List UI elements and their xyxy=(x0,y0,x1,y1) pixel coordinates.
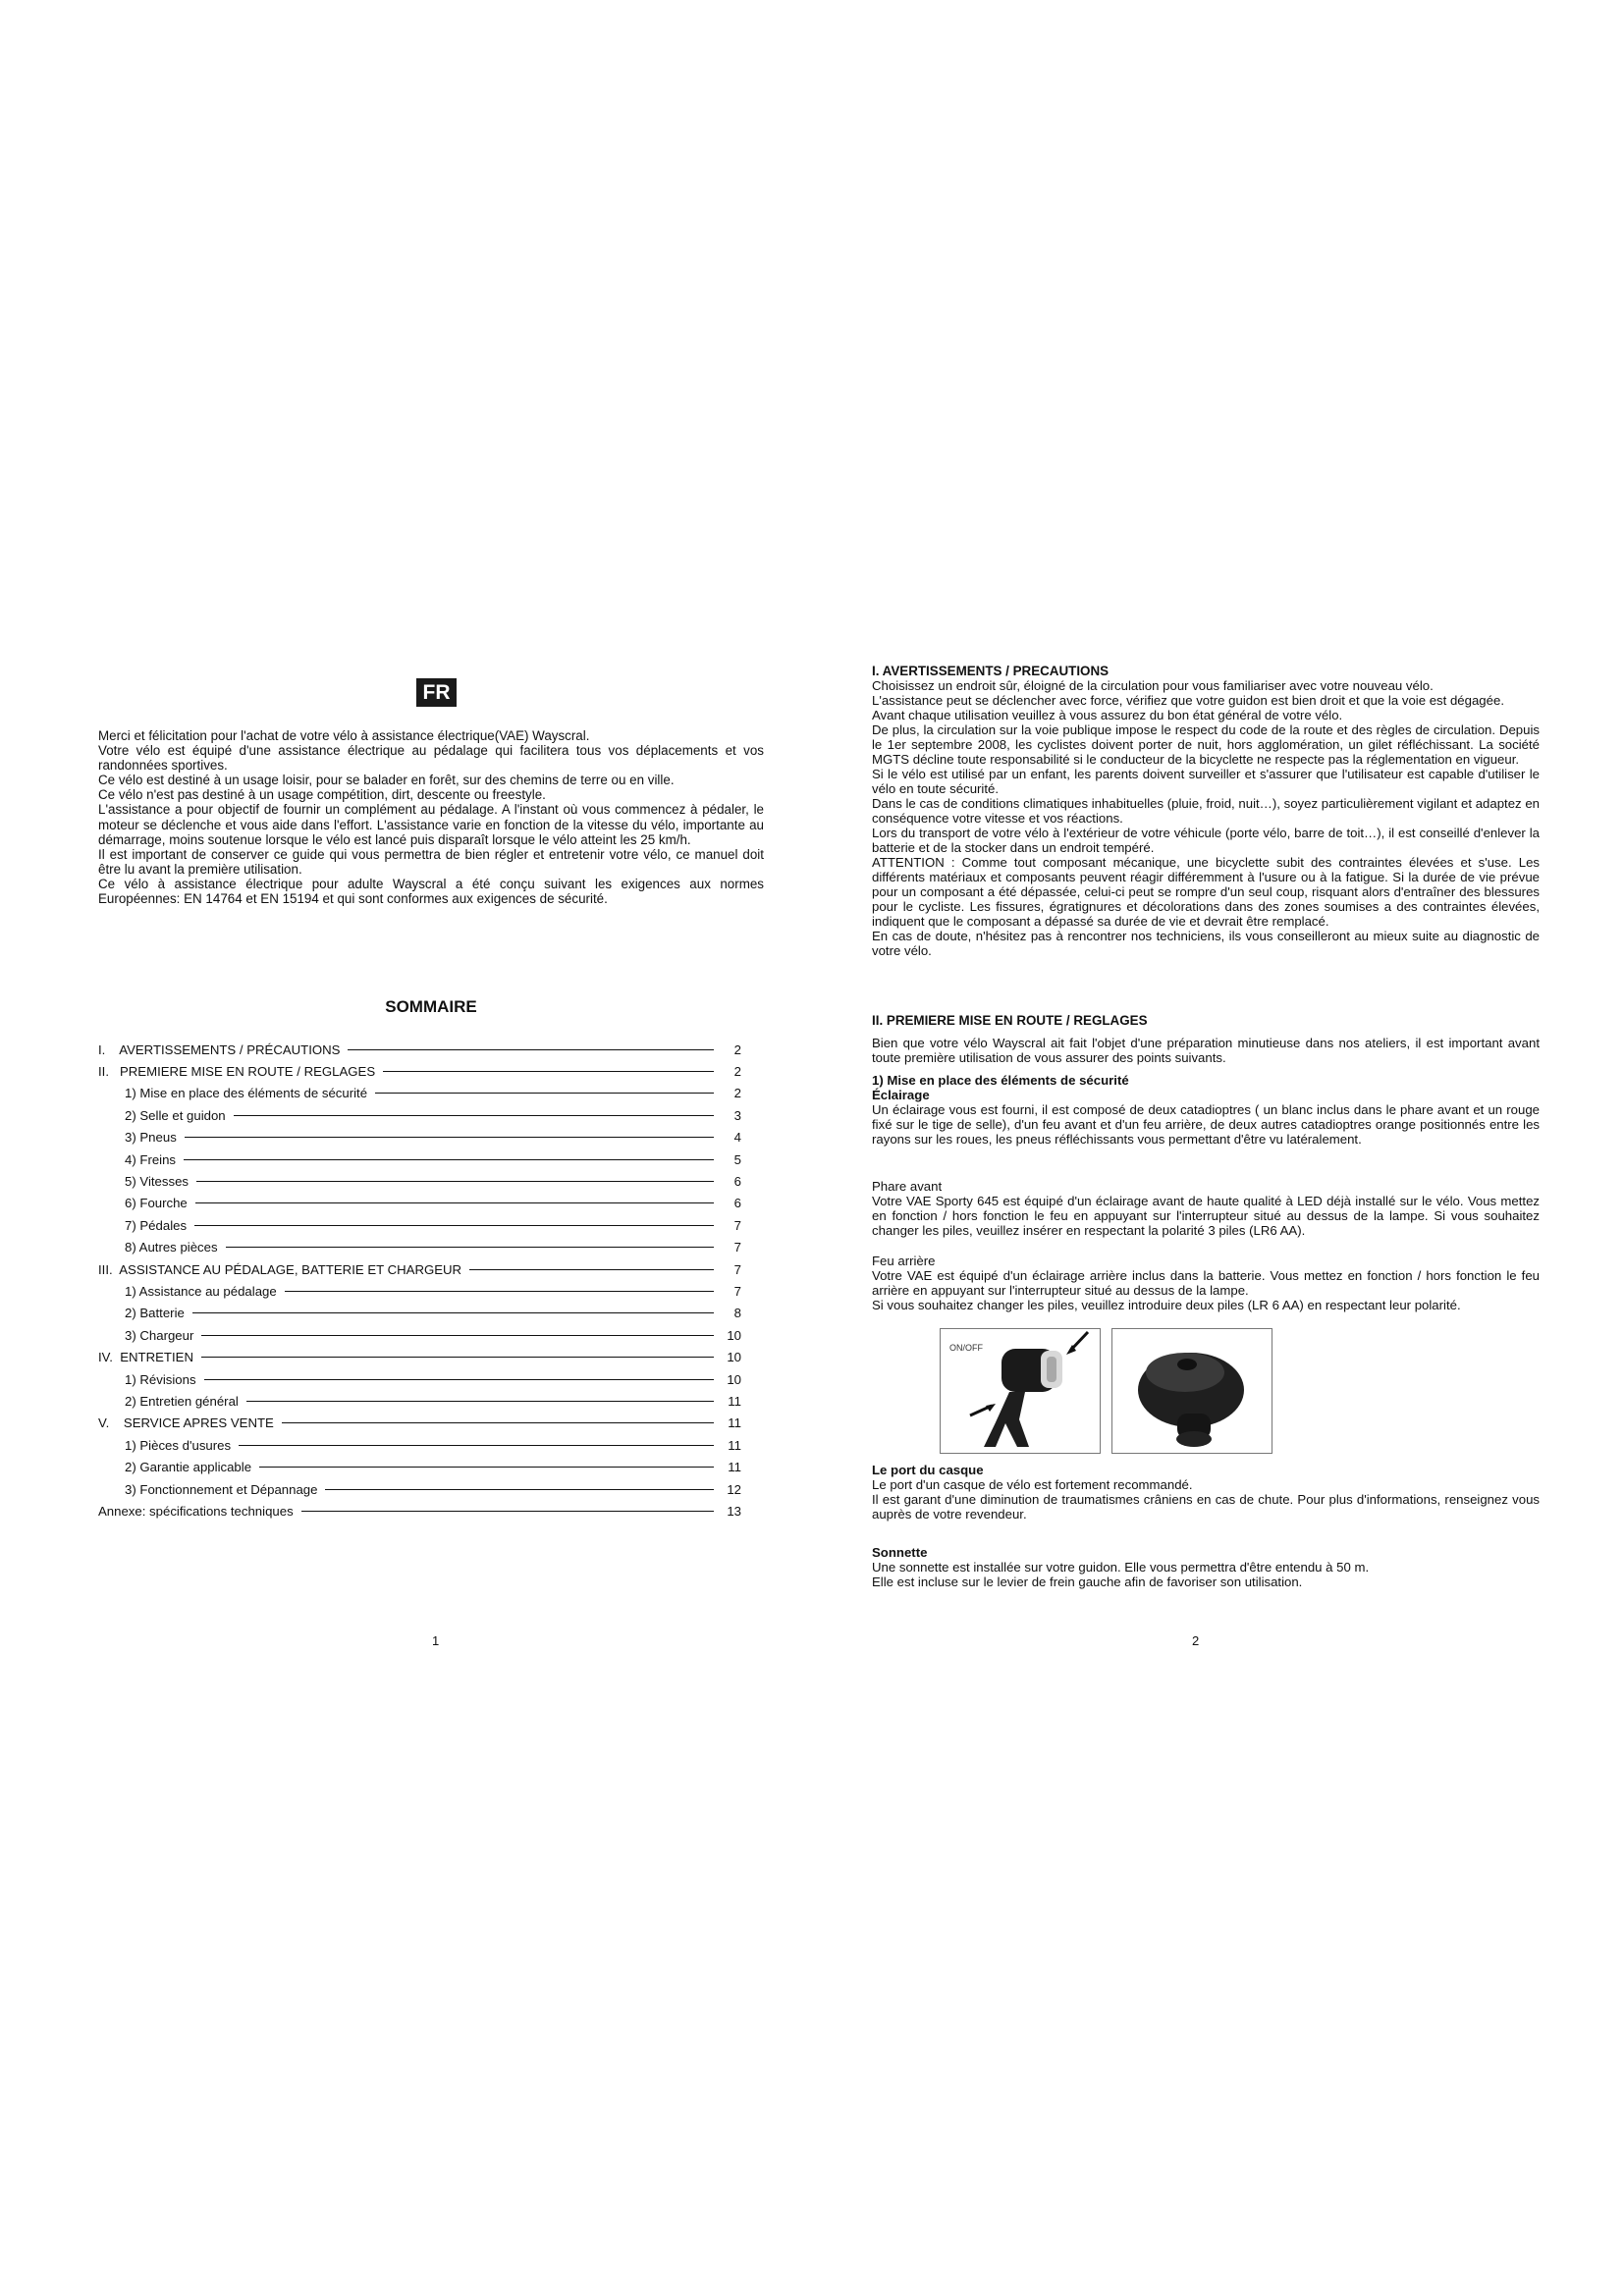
toc-leader-line xyxy=(204,1379,714,1380)
toc-leader-line xyxy=(325,1489,714,1490)
intro-paragraph: Ce vélo n'est pas destiné à un usage compétition, dirt, descente ou freestyle. xyxy=(98,787,546,803)
sonnette-block xyxy=(872,1545,1540,1589)
toc-entry xyxy=(98,1280,741,1302)
intro-paragraph: Merci et félicitation pour l'achat de votre vélo à assistance électrique(VAE) Wayscral. xyxy=(98,728,590,743)
paragraph: Bien que votre vélo Wayscral ait fait l'objet d'une préparation minutieuse dans nos ateliers, il est important avant toute première utilisation de vous assurer des points suivants. xyxy=(872,1036,1540,1065)
casque-title: Le port du casque xyxy=(872,1463,984,1477)
toc-page-number: 10 xyxy=(727,1327,741,1343)
paragraph: Avant chaque utilisation veuillez à vous assurez du bon état général de votre vélo. xyxy=(872,708,1343,722)
toc-label: Annexe: spécifications techniques xyxy=(98,1503,294,1519)
toc-leader-line xyxy=(194,1225,714,1226)
section-title: I. AVERTISSEMENTS / PRECAUTIONS xyxy=(872,664,1110,678)
toc-page-number: 3 xyxy=(733,1107,741,1123)
toc-page-number: 2 xyxy=(733,1064,741,1080)
paragraph: Une sonnette est installée sur votre guidon. Elle vous permettra d'être entendu à 50 m. xyxy=(872,1560,1370,1575)
toc-leader-line xyxy=(184,1159,714,1160)
intro-text xyxy=(98,728,764,906)
toc-label: II. PREMIERE MISE EN ROUTE / REGLAGES xyxy=(98,1064,376,1080)
toc-entry xyxy=(98,1346,741,1367)
toc-entry xyxy=(98,1434,741,1456)
toc-entry xyxy=(98,1303,741,1324)
toc-leader-line xyxy=(282,1422,714,1423)
toc-label: IV. ENTRETIEN xyxy=(98,1350,193,1365)
paragraph: ATTENTION : Comme tout composant mécanique, une bicyclette subit des contraintes élevées et s'use. Les différents matériaux et composants peuvent réagir différemment à l'usure ou à la fatigue. Si la durée de vie prévue pour un composant a été dépassée, celui-ci peut se rompre d'un seul coup, risquant alors d'entraîner des blessures pour le cycliste. Les fissures, égratignures et décolorations dans des zones soumises a des contraintes élevées, indiquent que le composant a dépassé sa durée de vie et devrait être remplacé. xyxy=(872,855,1540,929)
right-page xyxy=(812,0,1624,2296)
intro-paragraph: Ce vélo est destiné à un usage loisir, pour se balader en forêt, sur des chemins de terre ou en ville. xyxy=(98,773,675,788)
toc-entry xyxy=(98,1039,741,1060)
toc-leader-line xyxy=(226,1247,714,1248)
toc-entry xyxy=(98,1060,741,1082)
toc-page-number: 5 xyxy=(733,1151,741,1167)
toc-page-number: 10 xyxy=(727,1371,741,1387)
eclairage-title: Éclairage xyxy=(872,1088,930,1102)
toc-label: 4) Freins xyxy=(125,1151,177,1167)
paragraph: Lors du transport de votre vélo à l'extérieur de votre véhicule (porte vélo, barre de toit…), il est conseillé d'enlever la batterie et de la stocker dans un endroit tempéré. xyxy=(872,826,1540,855)
toc-entry xyxy=(98,1083,741,1104)
toc-label: 2) Garantie applicable xyxy=(125,1460,252,1475)
page-number: 1 xyxy=(432,1633,440,1648)
paragraph: De plus, la circulation sur la voie publique impose le respect du code de la route et des règles de circulation. Depuis le 1er septembre 2008, les cyclistes doivent porter de nuit, hors agglomération, un gilet réfléchissant. La société MGTS décline toute responsabilité si le conducteur de la bicyclette ne respecte pas la réglementation en vigueur. xyxy=(872,722,1540,767)
paragraph: Un éclairage vous est fourni, il est composé de deux catadioptres ( un blanc inclus dans le phare avant et un rouge fixé sur le tige de selle), d'un feu avant et d'un feu arrière, de deux autres catadioptres orange positionnés entre les rayons sur les roues, les pneus réfléchissants vous permettant d'être vu latéralement. xyxy=(872,1102,1540,1147)
paragraph: Choisissez un endroit sûr, éloigné de la circulation pour vous familiariser avec votre nouveau vélo. xyxy=(872,678,1434,693)
toc-page-number: 11 xyxy=(728,1415,741,1431)
intro-paragraph: L'assistance a pour objectif de fournir un complément au pédalage. A l'instant où vous commencez à pédaler, le moteur se déclenche et vous aide dans l'effort. L'assistance varie en fonction de la vitesse du vélo, importante au démarrage, moins soutenue lorsque le vélo est lancé puis disparaît lorsque le vélo atteint les 25 km/h. xyxy=(98,802,764,847)
toc-leader-line xyxy=(185,1137,714,1138)
toc-leader-line xyxy=(375,1093,714,1094)
toc-entry xyxy=(98,1456,741,1477)
table-of-contents xyxy=(98,1039,741,1522)
toc-page-number: 7 xyxy=(733,1240,741,1255)
feu-title: Feu arrière xyxy=(872,1254,936,1268)
toc-leader-line xyxy=(201,1335,714,1336)
toc-entry xyxy=(98,1500,741,1522)
toc-page-number: 11 xyxy=(728,1393,741,1409)
paragraph: Votre VAE est équipé d'un éclairage arrière inclus dans la batterie. Vous mettez en fonction / hors fonction le feu arrière en appuyant sur l'interrupteur situé au dessus de la lampe. xyxy=(872,1268,1540,1298)
toc-entry xyxy=(98,1148,741,1170)
toc-leader-line xyxy=(259,1467,714,1468)
phare-avant-block xyxy=(872,1179,1540,1238)
toc-page-number: 11 xyxy=(728,1437,741,1453)
toc-page-number: 2 xyxy=(733,1041,741,1057)
toc-label: 8) Autres pièces xyxy=(125,1240,218,1255)
feu-arriere-block xyxy=(872,1254,1540,1312)
toc-page-number: 10 xyxy=(727,1350,741,1365)
toc-page-number: 6 xyxy=(733,1196,741,1211)
paragraph: Le port d'un casque de vélo est fortement recommandé. xyxy=(872,1477,1193,1492)
toc-leader-line xyxy=(383,1071,714,1072)
on-off-label: ON/OFF xyxy=(949,1343,983,1353)
toc-leader-line xyxy=(196,1181,714,1182)
section-warnings xyxy=(872,664,1540,958)
toc-leader-line xyxy=(246,1401,714,1402)
toc-label: 1) Pièces d'usures xyxy=(125,1437,232,1453)
toc-page-number: 7 xyxy=(733,1283,741,1299)
paragraph: Dans le cas de conditions climatiques inhabituelles (pluie, froid, nuit…), soyez particulièrement vigilant et adaptez en conséquence votre vitesse et vos réactions. xyxy=(872,796,1540,826)
toc-entry xyxy=(98,1214,741,1236)
toc-entry xyxy=(98,1104,741,1126)
toc-leader-line xyxy=(239,1445,714,1446)
toc-label: 2) Batterie xyxy=(125,1306,185,1321)
phare-title: Phare avant xyxy=(872,1179,943,1194)
paragraph: En cas de doute, n'hésitez pas à rencontrer nos techniciens, ils vous conseilleront au mieux suite au diagnostic de votre vélo. xyxy=(872,929,1540,958)
toc-entry xyxy=(98,1478,741,1500)
toc-label: 2) Selle et guidon xyxy=(125,1107,226,1123)
toc-label: 3) Chargeur xyxy=(125,1327,194,1343)
toc-leader-line xyxy=(234,1115,714,1116)
section-setup xyxy=(872,1013,1540,1147)
toc-page-number: 13 xyxy=(727,1503,741,1519)
intro-paragraph: Ce vélo à assistance électrique pour adulte Wayscral a été conçu suivant les exigences aux normes Européennes: EN 14764 et EN 15194 et qui sont conformes aux exigences de sécurité. xyxy=(98,876,764,907)
intro-paragraph: Votre vélo est équipé d'une assistance électrique au pédalage qui facilitera tous vos déplacements et vos randonnées sportives. xyxy=(98,743,764,774)
toc-label: 3) Pneus xyxy=(125,1130,177,1146)
toc-leader-line xyxy=(192,1312,714,1313)
paragraph: Si vous souhaitez changer les piles, veuillez introduire deux piles (LR 6 AA) en respectant leur polarité. xyxy=(872,1298,1461,1312)
toc-page-number: 8 xyxy=(733,1306,741,1321)
toc-label: I. AVERTISSEMENTS / PRÉCAUTIONS xyxy=(98,1041,341,1057)
toc-label: 3) Fonctionnement et Dépannage xyxy=(125,1481,318,1497)
paragraph: Il est garant d'une diminution de traumatismes crâniens en cas de chute. Pour plus d'informations, renseignez vous auprès de votre revendeur. xyxy=(872,1492,1540,1522)
toc-page-number: 12 xyxy=(727,1481,741,1497)
sommaire-title: SOMMAIRE xyxy=(385,997,477,1016)
toc-entry xyxy=(98,1193,741,1214)
intro-paragraph: Il est important de conserver ce guide qui vous permettra de bien régler et entretenir votre vélo, ce manuel doit être lu avant la première utilisation. xyxy=(98,846,764,877)
toc-page-number: 7 xyxy=(733,1217,741,1233)
toc-leader-line xyxy=(201,1357,714,1358)
toc-label: 1) Assistance au pédalage xyxy=(125,1283,277,1299)
toc-leader-line xyxy=(348,1049,714,1050)
toc-label: 6) Fourche xyxy=(125,1196,188,1211)
toc-page-number: 11 xyxy=(728,1460,741,1475)
casque-block xyxy=(872,1463,1540,1522)
paragraph: Elle est incluse sur le levier de frein gauche afin de favoriser son utilisation. xyxy=(872,1575,1303,1589)
toc-entry xyxy=(98,1258,741,1280)
toc-entry xyxy=(98,1413,741,1434)
toc-label: 5) Vitesses xyxy=(125,1174,189,1190)
toc-entry xyxy=(98,1127,741,1148)
toc-entry xyxy=(98,1170,741,1192)
toc-leader-line xyxy=(301,1511,714,1512)
toc-label: 7) Pédales xyxy=(125,1217,188,1233)
toc-entry xyxy=(98,1324,741,1346)
toc-leader-line xyxy=(285,1291,714,1292)
toc-entry xyxy=(98,1237,741,1258)
front-light-photo xyxy=(940,1328,1101,1454)
toc-label: 2) Entretien général xyxy=(125,1393,239,1409)
sonnette-title: Sonnette xyxy=(872,1545,928,1560)
section-title: II. PREMIERE MISE EN ROUTE / REGLAGES xyxy=(872,1013,1148,1028)
toc-page-number: 6 xyxy=(733,1174,741,1190)
toc-label: V. SERVICE APRES VENTE xyxy=(98,1415,274,1431)
paragraph: Si le vélo est utilisé par un enfant, les parents doivent surveiller et s'assurer que l'utilisateur est capable d'utiliser le vélo en toute sécurité. xyxy=(872,767,1540,796)
toc-label: 1) Mise en place des éléments de sécurité xyxy=(125,1086,368,1101)
page-number: 2 xyxy=(1192,1633,1200,1648)
toc-leader-line xyxy=(195,1202,714,1203)
rear-light-photo xyxy=(1111,1328,1272,1454)
toc-entry xyxy=(98,1368,741,1390)
toc-page-number: 4 xyxy=(733,1130,741,1146)
toc-page-number: 2 xyxy=(733,1086,741,1101)
language-badge: FR xyxy=(416,678,457,707)
toc-label: III. ASSISTANCE AU PÉDALAGE, BATTERIE ET CHARGEUR xyxy=(98,1261,462,1277)
toc-page-number: 7 xyxy=(733,1261,741,1277)
toc-leader-line xyxy=(469,1269,714,1270)
paragraph: Votre VAE Sporty 645 est équipé d'un éclairage avant de haute qualité à LED déjà installé sur le vélo. Vous mettez en fonction / hors fonction le feu en appuyant sur l'interrupteur situé au dessus de la lampe. Si vous souhaitez changer les piles, veuillez insérer en respectant la polarité 3 piles (LR6 AA). xyxy=(872,1194,1540,1238)
toc-entry xyxy=(98,1390,741,1412)
toc-label: 1) Révisions xyxy=(125,1371,196,1387)
paragraph: L'assistance peut se déclencher avec force, vérifiez que votre guidon est bien droit et que la voie est dégagée. xyxy=(872,693,1504,708)
subsection-title: 1) Mise en place des éléments de sécurité xyxy=(872,1073,1129,1088)
